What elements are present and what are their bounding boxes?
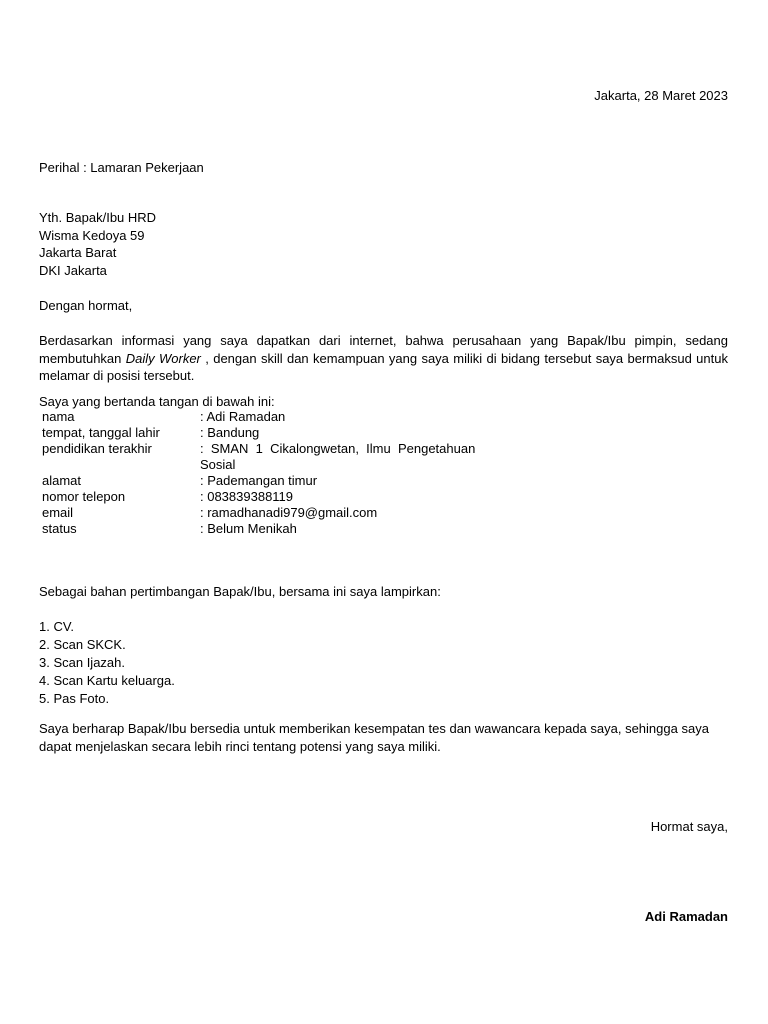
detail-row xyxy=(39,521,499,537)
regards: Hormat saya, xyxy=(650,819,728,834)
list-item: 1. CV. xyxy=(39,619,74,634)
detail-label: status xyxy=(42,521,77,536)
recipient-line: Wisma Kedoya 59 xyxy=(39,227,145,243)
detail-row xyxy=(39,409,499,425)
detail-value-continuation: Sosial xyxy=(200,457,236,472)
detail-row xyxy=(39,489,499,505)
attachments-intro: Sebagai bahan pertimbangan Bapak/Ibu, bersama ini saya lampirkan: xyxy=(39,584,441,599)
list-item: 2. Scan SKCK. xyxy=(39,637,126,652)
recipient-line: Jakarta Barat xyxy=(39,245,117,260)
detail-label: tempat, tanggal lahir xyxy=(42,425,160,440)
letter-page xyxy=(39,0,728,1024)
recipient-line: DKI Jakarta xyxy=(39,262,107,278)
intro-text-before: Berdasarkan informasi yang saya dapatkan dari internet, bahwa perusahaan yang Bapak/Ibu pimpin, sedang membutuhkan xyxy=(39,333,728,366)
detail-label: alamat xyxy=(42,473,82,488)
detail-label: nama xyxy=(42,409,75,424)
attachments-list xyxy=(39,618,175,708)
detail-value: : ramadhanadi979@gmail.com xyxy=(200,505,378,520)
detail-value xyxy=(200,441,499,473)
recipient-line: Yth. Bapak/Ibu HRD xyxy=(39,210,157,225)
closing-paragraph: Saya berharap Bapak/Ibu bersedia untuk memberikan kesempatan tes dan wawancara kepada saya, sehingga saya dapat menjelaskan secara lebih rinci tentang potensi yang saya miliki. xyxy=(39,721,709,754)
subject-line: Perihal : Lamaran Pekerjaan xyxy=(39,160,204,175)
detail-value: : 083839388119 xyxy=(200,489,294,504)
detail-value: : Belum Menikah xyxy=(200,521,297,536)
personal-details-table xyxy=(39,409,499,537)
detail-value: : Pademangan timur xyxy=(200,473,318,488)
list-item: 3. Scan Ijazah. xyxy=(39,655,125,670)
detail-row xyxy=(39,473,499,489)
detail-row xyxy=(39,425,499,441)
place-date: Jakarta, 28 Maret 2023 xyxy=(594,88,728,103)
list-item: 5. Pas Foto. xyxy=(39,691,110,706)
detail-row xyxy=(39,505,499,521)
detail-label: pendidikan terakhir xyxy=(42,441,152,456)
detail-value-line: : SMAN 1 Cikalongwetan, Ilmu Pengetahuan xyxy=(200,441,476,456)
detail-label: email xyxy=(42,505,74,520)
detail-label: nomor telepon xyxy=(42,489,126,504)
list-item: 4. Scan Kartu keluarga. xyxy=(39,673,175,688)
recipient-address xyxy=(39,209,156,279)
intro-paragraph xyxy=(39,332,728,385)
detail-value: : Adi Ramadan xyxy=(200,409,286,424)
detail-value: : Bandung xyxy=(200,425,260,440)
job-position: Daily Worker xyxy=(125,350,201,366)
greeting: Dengan hormat, xyxy=(39,298,133,313)
signature-name: Adi Ramadan xyxy=(644,909,728,924)
undersigned-line: Saya yang bertanda tangan di bawah ini: xyxy=(39,394,275,409)
intro-text-after: , dengan skill dan kemampuan yang saya miliki di bidang tersebut saya bermaksud untuk melamar di posisi tersebut. xyxy=(39,350,728,383)
detail-row xyxy=(39,441,499,473)
